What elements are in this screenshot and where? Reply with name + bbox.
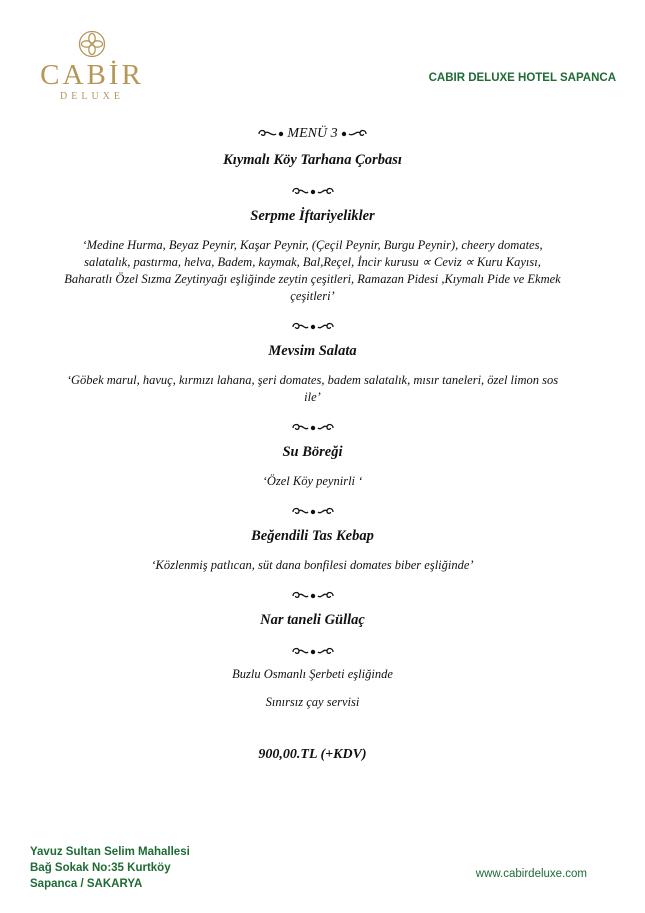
menu-title-row (60, 124, 565, 144)
ornament-right-icon (340, 128, 368, 140)
separator-ornament-icon (60, 319, 565, 335)
separator-ornament-icon (60, 184, 565, 200)
separator-ornament-icon (60, 504, 565, 520)
dish-name: Serpme İftariyelikler (250, 208, 375, 224)
dish-description: ‘Közlenmiş patlıcan, süt dana bonfilesi domates biber eşliğinde’ (151, 558, 474, 572)
dish-description: ‘Medine Hurma, Beyaz Peynir, Kaşar Peynir, (Çeçil Peynir, Burgu Peynir), cheery domates, salatalık, pastırma, helva, Badem, kaymak, Bal,Reçel, İncir kurusu ∝ Ceviz ∝ Kuru Kayısı, Baharatlı Özel Sızma Zeytinyağı eşliğinde zeytin çeşitleri, Ramazan Pidesi ,Kıymalı Pide ve Ekmek çeşitleri’ (64, 238, 561, 303)
footer-address (30, 844, 190, 892)
dish-description: ‘Göbek marul, havuç, kırmızı lahana, şeri domates, badem salatalık, mısır taneleri, özel limon sos ile’ (66, 373, 559, 404)
dish-name: Kıymalı Köy Tarhana Çorbası (223, 152, 402, 168)
hotel-name: CABIR DELUXE HOTEL SAPANCA (428, 72, 616, 84)
address-line: Sapanca / SAKARYA (30, 878, 143, 890)
address-line: Yavuz Sultan Selim Mahallesi (30, 846, 190, 858)
logo-name: CABİR (40, 59, 144, 91)
extra-line: Buzlu Osmanlı Şerbeti eşliğinde (232, 667, 393, 681)
ornament-left-icon (257, 128, 285, 140)
menu-body (60, 124, 565, 765)
separator-ornament-icon (60, 644, 565, 660)
dish-description: ‘Özel Köy peynirli ‘ (262, 474, 363, 488)
menu-price: 900,00.TL (+KDV) (258, 747, 367, 762)
dish-name: Beğendili Tas Kebap (251, 528, 374, 544)
extra-line: Sınırsız çay servisi (265, 695, 360, 709)
dish-name: Mevsim Salata (268, 343, 357, 359)
separator-ornament-icon (60, 588, 565, 604)
address-line: Bağ Sokak No:35 Kurtköy (30, 862, 171, 874)
dish-name: Su Böreği (282, 444, 343, 460)
menu-title: MENÜ 3 (287, 126, 338, 141)
logo-subtitle: DELUXE (60, 91, 124, 102)
website-link[interactable]: www.cabirdeluxe.com (475, 868, 587, 880)
dish-name: Nar taneli Güllaç (260, 612, 365, 628)
hotel-logo (30, 30, 154, 102)
separator-ornament-icon (60, 420, 565, 436)
flower-emblem-icon (78, 30, 106, 58)
